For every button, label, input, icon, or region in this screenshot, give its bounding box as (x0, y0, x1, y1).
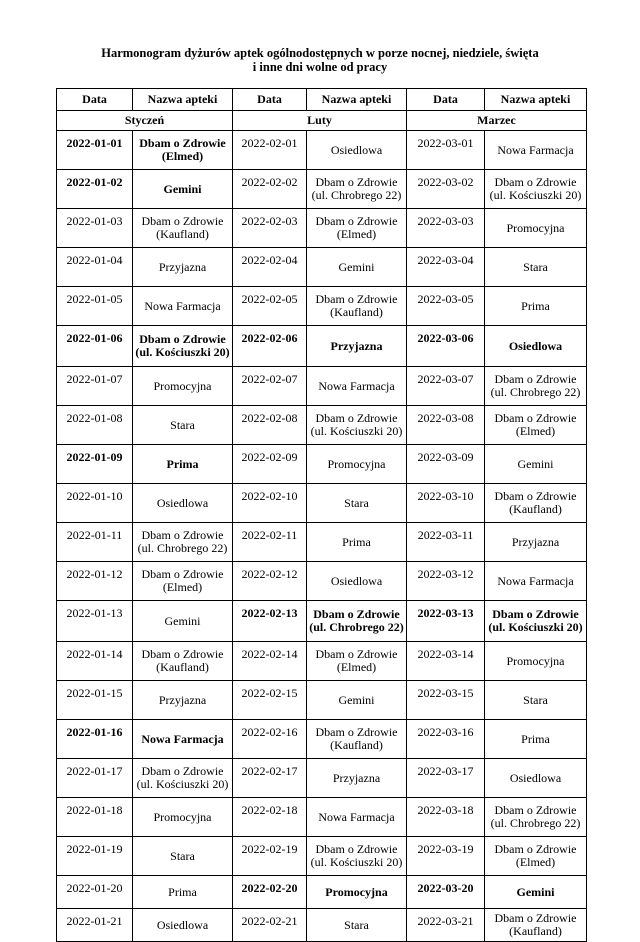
pharmacy-cell: Prima (307, 523, 407, 562)
pharmacy-cell: Dbam o Zdrowie (Kaufland) (485, 909, 587, 942)
date-cell: 2022-03-15 (407, 681, 485, 720)
table-row (57, 209, 587, 248)
pharmacy-cell: Dbam o Zdrowie (Elmed) (133, 131, 233, 170)
pharmacy-cell: Promocyjna (485, 209, 587, 248)
date-cell: 2022-03-16 (407, 720, 485, 759)
pharmacy-cell: Dbam o Zdrowie (Kaufland) (485, 484, 587, 523)
table-row (57, 642, 587, 681)
pharmacy-cell: Prima (485, 720, 587, 759)
table-row (57, 909, 587, 942)
pharmacy-cell: Stara (307, 484, 407, 523)
date-cell: 2022-02-10 (233, 484, 307, 523)
date-cell: 2022-03-14 (407, 642, 485, 681)
pharmacy-cell: Dbam o Zdrowie (Elmed) (307, 209, 407, 248)
table-row (57, 720, 587, 759)
date-cell: 2022-02-05 (233, 287, 307, 326)
pharmacy-cell: Nowa Farmacja (485, 562, 587, 601)
pharmacy-cell: Dbam o Zdrowie (ul. Kościuszki 20) (307, 837, 407, 876)
header-date: Data (57, 89, 133, 111)
table-row (57, 445, 587, 484)
date-cell: 2022-03-21 (407, 909, 485, 942)
pharmacy-cell: Dbam o Zdrowie (ul. Kościuszki 20) (133, 326, 233, 367)
pharmacy-cell: Nowa Farmacja (307, 798, 407, 837)
date-cell: 2022-02-08 (233, 406, 307, 445)
date-cell: 2022-02-15 (233, 681, 307, 720)
pharmacy-cell: Prima (133, 445, 233, 484)
date-cell: 2022-01-02 (57, 170, 133, 209)
date-cell: 2022-01-18 (57, 798, 133, 837)
pharmacy-cell: Dbam o Zdrowie (ul. Chrobrego 22) (307, 601, 407, 642)
header-pharmacy: Nazwa apteki (133, 89, 233, 111)
pharmacy-cell: Gemini (485, 445, 587, 484)
date-cell: 2022-01-15 (57, 681, 133, 720)
pharmacy-cell: Dbam o Zdrowie (Elmed) (485, 406, 587, 445)
pharmacy-cell: Stara (307, 909, 407, 942)
table-row (57, 406, 587, 445)
pharmacy-cell: Dbam o Zdrowie (Elmed) (133, 562, 233, 601)
pharmacy-cell: Przyjazna (307, 759, 407, 798)
pharmacy-cell: Osiedlowa (307, 562, 407, 601)
pharmacy-cell: Dbam o Zdrowie (Elmed) (307, 642, 407, 681)
month-row (57, 111, 587, 131)
date-cell: 2022-03-09 (407, 445, 485, 484)
date-cell: 2022-03-01 (407, 131, 485, 170)
date-cell: 2022-01-16 (57, 720, 133, 759)
date-cell: 2022-01-12 (57, 562, 133, 601)
date-cell: 2022-01-06 (57, 326, 133, 367)
date-cell: 2022-02-21 (233, 909, 307, 942)
pharmacy-cell: Dbam o Zdrowie (ul. Chrobrego 22) (485, 798, 587, 837)
date-cell: 2022-03-03 (407, 209, 485, 248)
pharmacy-cell: Nowa Farmacja (307, 367, 407, 406)
date-cell: 2022-03-04 (407, 248, 485, 287)
date-cell: 2022-01-05 (57, 287, 133, 326)
date-cell: 2022-03-02 (407, 170, 485, 209)
table-row (57, 876, 587, 909)
date-cell: 2022-03-07 (407, 367, 485, 406)
date-cell: 2022-02-18 (233, 798, 307, 837)
date-cell: 2022-02-01 (233, 131, 307, 170)
title-line-2: i inne dni wolne od pracy (252, 60, 388, 74)
date-cell: 2022-03-18 (407, 798, 485, 837)
table-row (57, 326, 587, 367)
date-cell: 2022-01-13 (57, 601, 133, 642)
pharmacy-cell: Nowa Farmacja (485, 131, 587, 170)
date-cell: 2022-03-10 (407, 484, 485, 523)
pharmacy-cell: Dbam o Zdrowie (ul. Chrobrego 22) (133, 523, 233, 562)
pharmacy-cell: Stara (485, 248, 587, 287)
pharmacy-cell: Prima (133, 876, 233, 909)
table-row (57, 523, 587, 562)
date-cell: 2022-02-16 (233, 720, 307, 759)
pharmacy-cell: Przyjazna (485, 523, 587, 562)
pharmacy-cell: Stara (485, 681, 587, 720)
pharmacy-cell: Dbam o Zdrowie (ul. Kościuszki 20) (485, 170, 587, 209)
schedule-body (57, 131, 587, 942)
date-cell: 2022-03-12 (407, 562, 485, 601)
pharmacy-cell: Promocyjna (133, 798, 233, 837)
date-cell: 2022-03-13 (407, 601, 485, 642)
header-date: Data (407, 89, 485, 111)
pharmacy-cell: Gemini (307, 681, 407, 720)
date-cell: 2022-01-19 (57, 837, 133, 876)
date-cell: 2022-03-20 (407, 876, 485, 909)
table-row (57, 601, 587, 642)
date-cell: 2022-01-09 (57, 445, 133, 484)
date-cell: 2022-03-08 (407, 406, 485, 445)
pharmacy-cell: Dbam o Zdrowie (ul. Kościuszki 20) (485, 601, 587, 642)
date-cell: 2022-01-14 (57, 642, 133, 681)
date-cell: 2022-01-17 (57, 759, 133, 798)
date-cell: 2022-02-06 (233, 326, 307, 367)
date-cell: 2022-01-10 (57, 484, 133, 523)
table-row (57, 131, 587, 170)
date-cell: 2022-02-07 (233, 367, 307, 406)
pharmacy-cell: Osiedlowa (133, 484, 233, 523)
header-date: Data (233, 89, 307, 111)
date-cell: 2022-03-19 (407, 837, 485, 876)
date-cell: 2022-02-13 (233, 601, 307, 642)
pharmacy-cell: Dbam o Zdrowie (ul. Kościuszki 20) (307, 406, 407, 445)
pharmacy-cell: Gemini (133, 601, 233, 642)
date-cell: 2022-02-03 (233, 209, 307, 248)
table-row (57, 759, 587, 798)
table-row (57, 170, 587, 209)
month-label: Luty (233, 111, 407, 131)
pharmacy-cell: Gemini (133, 170, 233, 209)
pharmacy-cell: Nowa Farmacja (133, 287, 233, 326)
date-cell: 2022-02-09 (233, 445, 307, 484)
pharmacy-cell: Przyjazna (307, 326, 407, 367)
date-cell: 2022-03-11 (407, 523, 485, 562)
date-cell: 2022-02-02 (233, 170, 307, 209)
date-cell: 2022-02-20 (233, 876, 307, 909)
header-pharmacy: Nazwa apteki (307, 89, 407, 111)
pharmacy-cell: Dbam o Zdrowie (ul. Kościuszki 20) (133, 759, 233, 798)
table-row (57, 681, 587, 720)
date-cell: 2022-02-19 (233, 837, 307, 876)
month-label: Marzec (407, 111, 587, 131)
table-row (57, 837, 587, 876)
table-row (57, 562, 587, 601)
title-line-1: Harmonogram dyżurów aptek ogólnodostępnych w porze nocnej, niedziele, święta (101, 46, 539, 60)
pharmacy-cell: Gemini (307, 248, 407, 287)
date-cell: 2022-03-06 (407, 326, 485, 367)
date-cell: 2022-03-17 (407, 759, 485, 798)
date-cell: 2022-01-03 (57, 209, 133, 248)
date-cell: 2022-01-04 (57, 248, 133, 287)
duty-schedule-table (56, 88, 587, 942)
pharmacy-cell: Stara (133, 406, 233, 445)
month-label: Styczeń (57, 111, 233, 131)
date-cell: 2022-01-07 (57, 367, 133, 406)
pharmacy-cell: Osiedlowa (133, 909, 233, 942)
date-cell: 2022-01-21 (57, 909, 133, 942)
header-pharmacy: Nazwa apteki (485, 89, 587, 111)
date-cell: 2022-02-11 (233, 523, 307, 562)
pharmacy-cell: Osiedlowa (307, 131, 407, 170)
pharmacy-cell: Dbam o Zdrowie (ul. Chrobrego 22) (485, 367, 587, 406)
pharmacy-cell: Dbam o Zdrowie (Elmed) (485, 837, 587, 876)
date-cell: 2022-02-17 (233, 759, 307, 798)
date-cell: 2022-01-20 (57, 876, 133, 909)
date-cell: 2022-02-04 (233, 248, 307, 287)
date-cell: 2022-01-08 (57, 406, 133, 445)
pharmacy-cell: Dbam o Zdrowie (Kaufland) (307, 287, 407, 326)
pharmacy-cell: Osiedlowa (485, 326, 587, 367)
header-row (57, 89, 587, 111)
date-cell: 2022-02-14 (233, 642, 307, 681)
pharmacy-cell: Osiedlowa (485, 759, 587, 798)
table-row (57, 484, 587, 523)
pharmacy-cell: Gemini (485, 876, 587, 909)
date-cell: 2022-03-05 (407, 287, 485, 326)
pharmacy-cell: Stara (133, 837, 233, 876)
pharmacy-cell: Dbam o Zdrowie (Kaufland) (133, 642, 233, 681)
table-row (57, 287, 587, 326)
pharmacy-cell: Dbam o Zdrowie (Kaufland) (133, 209, 233, 248)
date-cell: 2022-01-01 (57, 131, 133, 170)
pharmacy-cell: Przyjazna (133, 681, 233, 720)
pharmacy-cell: Przyjazna (133, 248, 233, 287)
pharmacy-cell: Promocyjna (307, 445, 407, 484)
pharmacy-cell: Nowa Farmacja (133, 720, 233, 759)
table-row (57, 248, 587, 287)
date-cell: 2022-02-12 (233, 562, 307, 601)
pharmacy-cell: Promocyjna (307, 876, 407, 909)
pharmacy-cell: Promocyjna (485, 642, 587, 681)
table-row (57, 798, 587, 837)
pharmacy-cell: Dbam o Zdrowie (ul. Chrobrego 22) (307, 170, 407, 209)
pharmacy-cell: Promocyjna (133, 367, 233, 406)
pharmacy-cell: Prima (485, 287, 587, 326)
table-row (57, 367, 587, 406)
pharmacy-cell: Dbam o Zdrowie (Kaufland) (307, 720, 407, 759)
document-title (0, 46, 640, 74)
date-cell: 2022-01-11 (57, 523, 133, 562)
